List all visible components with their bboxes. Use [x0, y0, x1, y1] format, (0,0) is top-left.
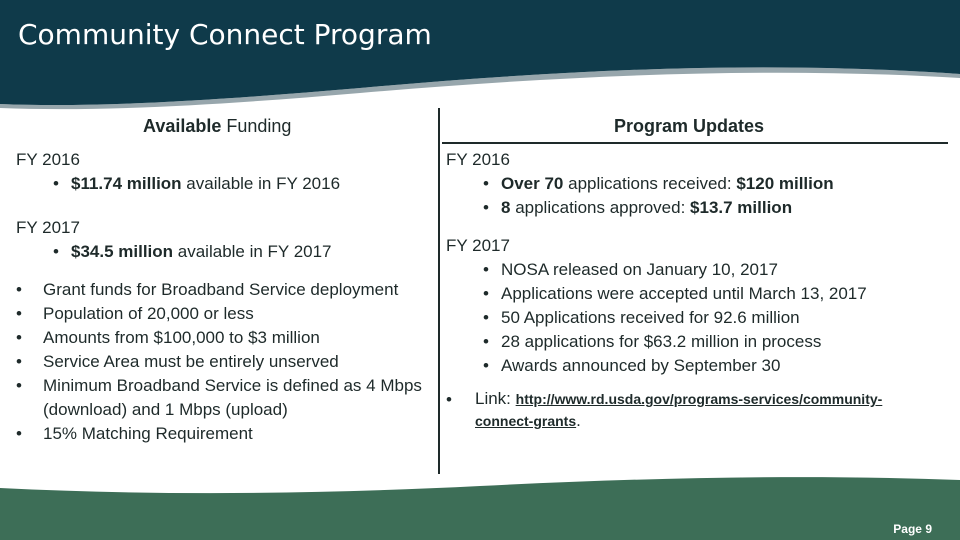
list-item: • 28 applications for $63.2 million in process [483, 332, 822, 351]
program-link[interactable]: http://www.rd.usda.gov/programs-services/community- [515, 391, 883, 407]
list-item: • Service Area must be entirely unserved [16, 352, 339, 371]
heading-divider [442, 142, 948, 144]
footer-shape [0, 470, 960, 540]
available-funding-column [16, 148, 436, 446]
page-title: Community Connect Program [18, 18, 432, 51]
program-link-continued[interactable]: connect-grants [475, 413, 577, 429]
page-number: Page 9 [893, 522, 932, 536]
header-band [0, 0, 960, 115]
list-item: • Amounts from $100,000 to $3 million [16, 328, 320, 347]
fy2016-label: FY 2016 [16, 150, 80, 169]
list-item: • Minimum Broadband Service is defined as 4 Mbps (download) and 1 Mbps (upload) [16, 376, 422, 419]
list-item: • 15% Matching Requirement [16, 424, 253, 443]
list-item: • $34.5 million available in FY 2017 [53, 242, 332, 261]
list-item: • NOSA released on January 10, 2017 [483, 260, 778, 279]
list-item: • 50 Applications received for 92.6 million [483, 308, 800, 327]
program-updates-column [446, 148, 946, 432]
list-item: • Awards announced by September 30 [483, 356, 781, 375]
footer-band [0, 470, 960, 540]
fy2017-label: FY 2017 [16, 218, 80, 237]
program-updates-heading: Program Updates [614, 116, 765, 136]
list-item: • Applications were accepted until March 13, 2017 [483, 284, 867, 303]
available-funding-heading: Available Funding [143, 116, 292, 136]
list-item: • Population of 20,000 or less [16, 304, 254, 323]
list-item: • Grant funds for Broadband Service deployment [16, 280, 399, 299]
fy2016-label: FY 2016 [446, 150, 510, 169]
list-item: • Over 70 applications received: $120 million [483, 174, 834, 193]
list-item: • $11.74 million available in FY 2016 [53, 174, 341, 193]
fy2017-label: FY 2017 [446, 236, 510, 255]
link-item: • Link: http://www.rd.usda.gov/programs-services/community- connect-grants. [446, 389, 883, 430]
list-item: • 8 applications approved: $13.7 million [483, 198, 793, 217]
column-divider [438, 108, 440, 474]
